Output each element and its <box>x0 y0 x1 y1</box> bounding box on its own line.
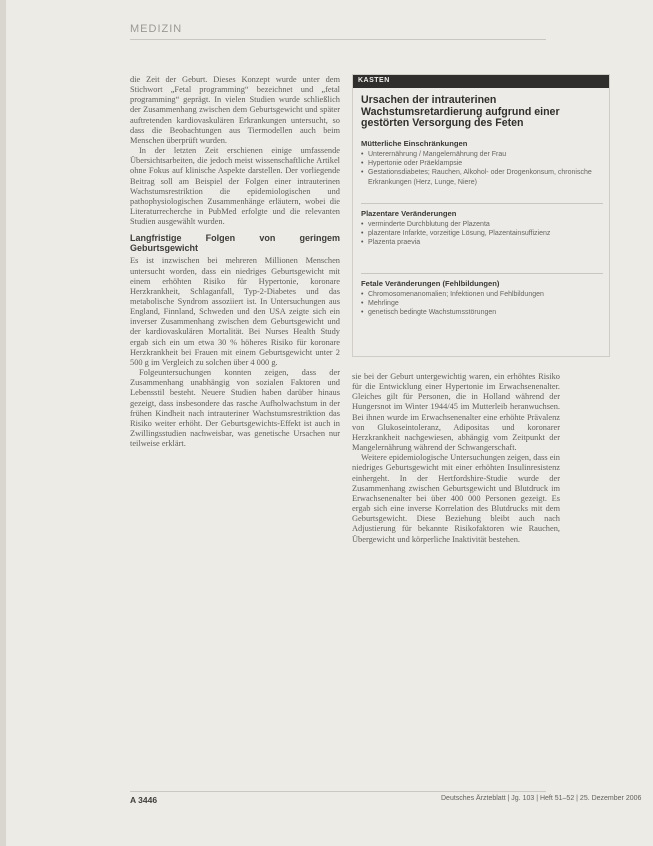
box-list-item: • Unterernährung / Mangelernährung der Frau <box>361 150 606 159</box>
body-paragraph: Folgeuntersuchungen konnten zeigen, dass der Zusammenhang unabhängig von sozialen Faktoren und Lebensstil besteht. Neuere Studien haben darüber hinaus gezeigt, dass insbesondere das rasche Aufholwachstum in der frühen Kindheit nach intrauteriner Wachstumsrestriktion das Risiko weiter erhöht. Der Geburtsgewichts-Effekt ist auch in Zwillingsstudien nachweisbar, was genetische Ursachen nur teilweise erklärt. <box>130 368 340 449</box>
box-list-item: • Plazenta praevia <box>361 238 606 247</box>
body-paragraph: Weitere epidemiologische Untersuchungen zeigen, dass ein niedriges Geburtsgewicht mit einer erhöhten Insulinresistenz einhergeht. In der Hertfordshire-Studie wurde der Zusammenhang zwischen Geburtsgewicht und Blutdruck im Erwachsenenalter bei über 400 000 Personen gezeigt. Es ergab sich eine inverse Korrelation des Blutdrucks mit dem Geburtsgewicht. Diese Beziehung bleibt auch nach Adjustierung für bekannte Risikofaktoren wie Rauchen, Übergewicht und körperliche Inaktivität bestehen. <box>352 453 560 544</box>
left-column <box>130 75 340 449</box>
right-column <box>352 372 560 545</box>
box-title: Ursachen der intrauterinen Wachstumsretardierung aufgrund einer gestörten Versorgung des Feten <box>361 94 560 129</box>
box-section-heading: Plazentare Veränderungen <box>361 209 457 218</box>
body-paragraph: Es ist inzwischen bei mehreren Millionen Menschen untersucht worden, dass ein niedriges Geburtsgewicht mit einem erhöhten Risiko für Hypertonie, koronare Herzkrankheit, Schlaganfall, Typ-2-Diabetes und das metabolische Syndrom assoziiert ist. In Untersuchungen aus England, Finnland, Schweden und den USA zeigte sich ein inverser Zusammenhang zwischen dem Geburtsgewicht und der kardiovaskulären Mortalität. Bei Nurses Health Study ergab sich ein um etwa 30 % höheres Risiko für koronare Herzkrankheit bei Frauen mit einem Geburtsgewicht unter 2 500 g im Vergleich zu solchen über 4 000 g. <box>130 256 340 367</box>
journal-citation: Deutsches Ärzteblatt | Jg. 103 | Heft 51–52 | 25. Dezember 2006 <box>441 795 642 802</box>
footer-rule <box>130 791 546 792</box>
box-divider <box>361 203 603 204</box>
box-list-item: • Mehrlinge <box>361 299 606 308</box>
section-header: MEDIZIN <box>130 23 183 35</box>
scan-edge <box>0 0 6 846</box>
box-header-bar <box>353 75 609 88</box>
box-list-item: • Hypertonie oder Präeklampsie <box>361 159 606 168</box>
box-section <box>361 279 606 318</box>
box-list-item: • genetisch bedingte Wachstumsstörungen <box>361 308 606 317</box>
box-section <box>361 139 606 187</box>
body-paragraph: sie bei der Geburt untergewichtig waren, ein erhöhtes Risiko für die Entwicklung einer Hypertonie im Erwachsenenalter. Gleiches gilt für Personen, die in Holland während der Hungersnot im Winter 1944/45 im Mutterleib heranwuchsen. Bei ihnen wurde im Erwachsenenalter eine erhöhte Prävalenz von Glukoseintoleranz, Adipositas und koronarer Herzkrankheit nachgewiesen, abhängig vom Zeitpunkt der Mangelernährung während der Schwangerschaft. <box>352 372 560 453</box>
info-box <box>352 74 610 357</box>
box-list-item: • Chromosomenanomalien; Infektionen und Fehlbildungen <box>361 290 606 299</box>
box-section-heading: Mütterliche Einschränkungen <box>361 139 468 148</box>
box-list-item: • plazentare Infarkte, vorzeitige Lösung, Plazentainsuffizienz <box>361 229 606 238</box>
box-section <box>361 209 606 248</box>
section-heading: Langfristige Folgen von geringem Geburtsgewicht <box>130 233 340 254</box>
box-list-item: • verminderte Durchblutung der Plazenta <box>361 220 606 229</box>
page-number: A 3446 <box>130 795 158 805</box>
box-section-heading: Fetale Veränderungen (Fehlbildungen) <box>361 279 500 288</box>
box-divider <box>361 273 603 274</box>
body-paragraph: In der letzten Zeit erschienen einige umfassende Übersichtsarbeiten, die jedoch meist wissenschaftliche Artikel ohne Fokus auf klinische Aspekte darstellen. Der vorliegende Beitrag soll am Beispiel der Folgen einer intrauterinen Wachstumsrestriktion die epidemiologischen und pathophysiologischen Zusammenhänge erläutern, wobei die Literaturrecherche in PubMed erfolgte und die relevanten Studien ausgewählt wurden. <box>130 146 340 227</box>
body-paragraph: die Zeit der Geburt. Dieses Konzept wurde unter dem Stichwort „Fetal programming“ bezeichnet und „fetal programming“ geprägt. In vielen Studien wurde schließlich der Zusammenhang zwischen dem Geburtsgewicht und später auftretenden kardiovaskulären Erkrankungen untersucht, so dass die Beobachtungen aus Tiermodellen auch beim Menschen überprüft wurden. <box>130 75 340 145</box>
box-kicker: KASTEN <box>358 77 390 84</box>
box-list-item: • Gestationsdiabetes; Rauchen, Alkohol- oder Drogenkonsum, chronische Erkrankungen (Herz, Lunge, Niere) <box>361 168 606 186</box>
header-rule <box>130 39 546 40</box>
